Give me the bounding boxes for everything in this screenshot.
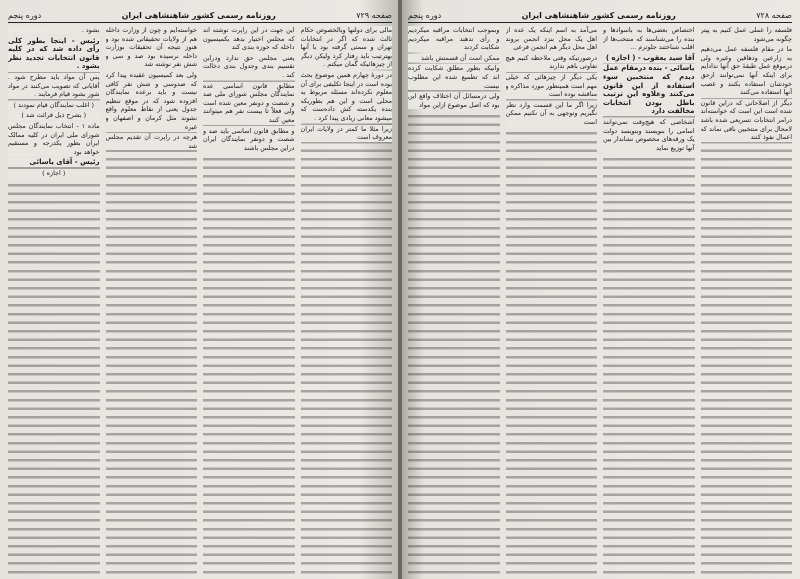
paragraph: پس آن مواد باید مطرح شود . آقایانی که تصویب می‌کنند در مواد شور بشود قیام فرمایند . [8, 72, 100, 99]
header-rule [408, 22, 792, 23]
session-label: دوره پنجم [8, 11, 42, 20]
text-columns [408, 26, 792, 574]
text-column [8, 26, 100, 574]
paragraph: و مطابق قانون اساسی باید صد و شصت و دونفر نمایندگان ایران دراین مجلس باشند [203, 126, 295, 152]
paragraph: می‌آمد به اسم اینکه یک عده از اهل یک محل بنزد انجمن بروند اهل محل دیگر هم انجمن فرعی [505, 26, 597, 52]
paragraph: ماده ۱ - انتخاب نمایندگان مجلس شورای ملی ایران در کلیه ممالک ایران بطور یکدرجه و مستقیم خواهد بود [8, 121, 100, 156]
header-rule [8, 22, 392, 23]
text-column [506, 26, 598, 574]
paragraph: خواسته‌ایم و چون از وزارت داخله هم از ولایات تحقیقاتی شده بود و هنوز نتیجه آن تحقیقات بوزارت داخله نرسیده بود صد و سی و شش نفر نوشته شد [105, 26, 197, 69]
paragraph: یاسائی - بنده درمقام عمل دیدم که منتخبین سوء استفاده از این قانون می‌کنند وعلاوه این ترتیب باطل بودن انتخابات مخالفت دارد [603, 64, 695, 116]
paragraph: زیرا اگر ما این قسمت وارد نظر نگیریم وتوجهی به آن نکنیم ممکن است [505, 100, 597, 126]
text-column [301, 26, 393, 574]
paragraph: وبموجب انتخابات مراقبه میکردیم و رأی ندهند مراقبه میکردیم شکایت کردند [408, 26, 500, 52]
page-fold [398, 0, 402, 579]
paragraph: درصورتیکه وقتی ملاحظه کنیم هیچ تفاوتی باهم ندارند [505, 53, 597, 71]
text-column [408, 26, 500, 574]
paragraph: رئیس - آقای یاسائی [8, 158, 100, 167]
paragraph: اختصاص بعضی‌ها به باسوادها و بنده را می‌شناسند که منتخب‌ها از اقلب شناختند جلوترم ... [603, 26, 695, 52]
paragraph: دیگر از اصلاحاتی که دراین قانون شده است این است که خواسته‌اند درامر انتخابات تسریعی شده باشد لامحال برای منتخبین باقی نماند که اعمال نفوذ کنند [700, 98, 792, 142]
paragraph: وانیکه بطور مطلق شکایت کرده اند که تطمیع شده این مطلوب نیست [408, 64, 500, 90]
paragraph: ولی درمسائل آن اختلاف واقع این بود که اصل موضوع ازاین مواد [408, 92, 500, 109]
paragraph: بشود . [8, 26, 100, 35]
page-number: صفحه ۷۲۹ [356, 11, 392, 20]
session-label: دوره پنجم [408, 11, 442, 20]
paragraph: زیرا مثلا ما کمتر در ولایات ایران معروف است [300, 124, 392, 142]
paragraph: آقا سید یعقوب - ( اجازه ) [603, 54, 695, 63]
paragraph: ولی بعد کمیسیون عقیده پیدا کرد که صدوسی و شش نفر کافی نیست و باید برعده نمایندگان افزوده شود که در موقع تنظیم جدول یعنی از نقاط معلوم واقع نشوند مثل کرمان و اصفهان و غیره [105, 70, 197, 131]
paragraph: ( اجازه ) [8, 169, 100, 178]
paragraph: ( بشرح ذیل قرائت شد ) [8, 111, 100, 120]
paragraph: یکی دیگر از چیزهائی که خیلی مهم است همینطور مورد مذاکره و مناقشه بوده است [505, 72, 597, 99]
text-column [106, 26, 198, 574]
paragraph: هرچه در راپرت آن تقدیم مجلس شد [105, 133, 197, 150]
paragraph: در دورهٔ چهارم همین موضوع بحث بوده است در اینجا تکلیفی برای آن معلوم نکرده‌اند مسئله مربوط به محلی است و این هم بطوریکه بنده یکدسته کش داده‌ست که میشود معانی زیادی پیدا کرد . [300, 70, 392, 122]
paragraph: ( اغلب نمایندگان قیام نمودند ) [8, 101, 100, 110]
page-number: صفحه ۷۲۸ [756, 11, 792, 20]
newspaper-title: روزنامه رسمی کشور شاهنشاهی ایران [521, 11, 676, 20]
paragraph: ممکن است آن قسمتش باشد [408, 54, 500, 63]
text-columns [8, 26, 392, 574]
paragraph: مطابق قانون اساسی عده نمایندگان مجلس شورای ملی صد و شصت و دونفر معین شده است ولی فعلاً تا بیست نفر هم میتوانند معین کنند [203, 81, 295, 124]
text-column [603, 26, 695, 574]
paragraph: اشخاصی که هیچ‌وقت نمی‌توانند اسامی را بنویسند وبنویسد دولت یک ورقه‌های مخصوص نشاندار بین آنها توزیع نماید [603, 117, 695, 152]
page-header [408, 6, 792, 20]
paragraph: فلسفه را عملی عمل کنیم به پیتر چگونه می‌شود [700, 26, 792, 43]
paragraph: این جهت در این راپرت نوشته اند که مجلس اختیار بدهد بکمیسیون داخله که حوزه بندی کند [203, 26, 295, 52]
text-column [701, 26, 793, 574]
text-column [203, 26, 295, 574]
paragraph: رئیس - اینجا بطور کلی رأی داده شد که در کلیه قانون انتخابات تجدید نظر بشود . [8, 36, 100, 71]
paragraph: ما در مقام فلسفه عمل می‌دهیم به زارعین ودهاقین وغیره ولی درموقع عمل طبقهٔ حق آنها ندادایم برای اینکه آنها نمی‌توانند ازحق خودشان استفاده بکنند و غصب آنها استفاده می‌کنند [700, 45, 792, 97]
paragraph: یعنی مجلس حق ندارد ودراین تقسیم بندی وجدول بندی دخالت کند . [203, 53, 295, 79]
newspaper-title: روزنامه رسمی کشور شاهنشاهی ایران [121, 11, 276, 20]
right-page [400, 0, 800, 579]
page-header [8, 6, 392, 20]
paragraph: مالی برای دولتها وبالخصوص حکام ثالث شده که اگر در انتخابات تهران و سمتی گرفته بود با آنها بهترتیب باید رفتار کرد ولیکن دیگر از چیزهائیکه گمان میکنم . [300, 26, 392, 69]
